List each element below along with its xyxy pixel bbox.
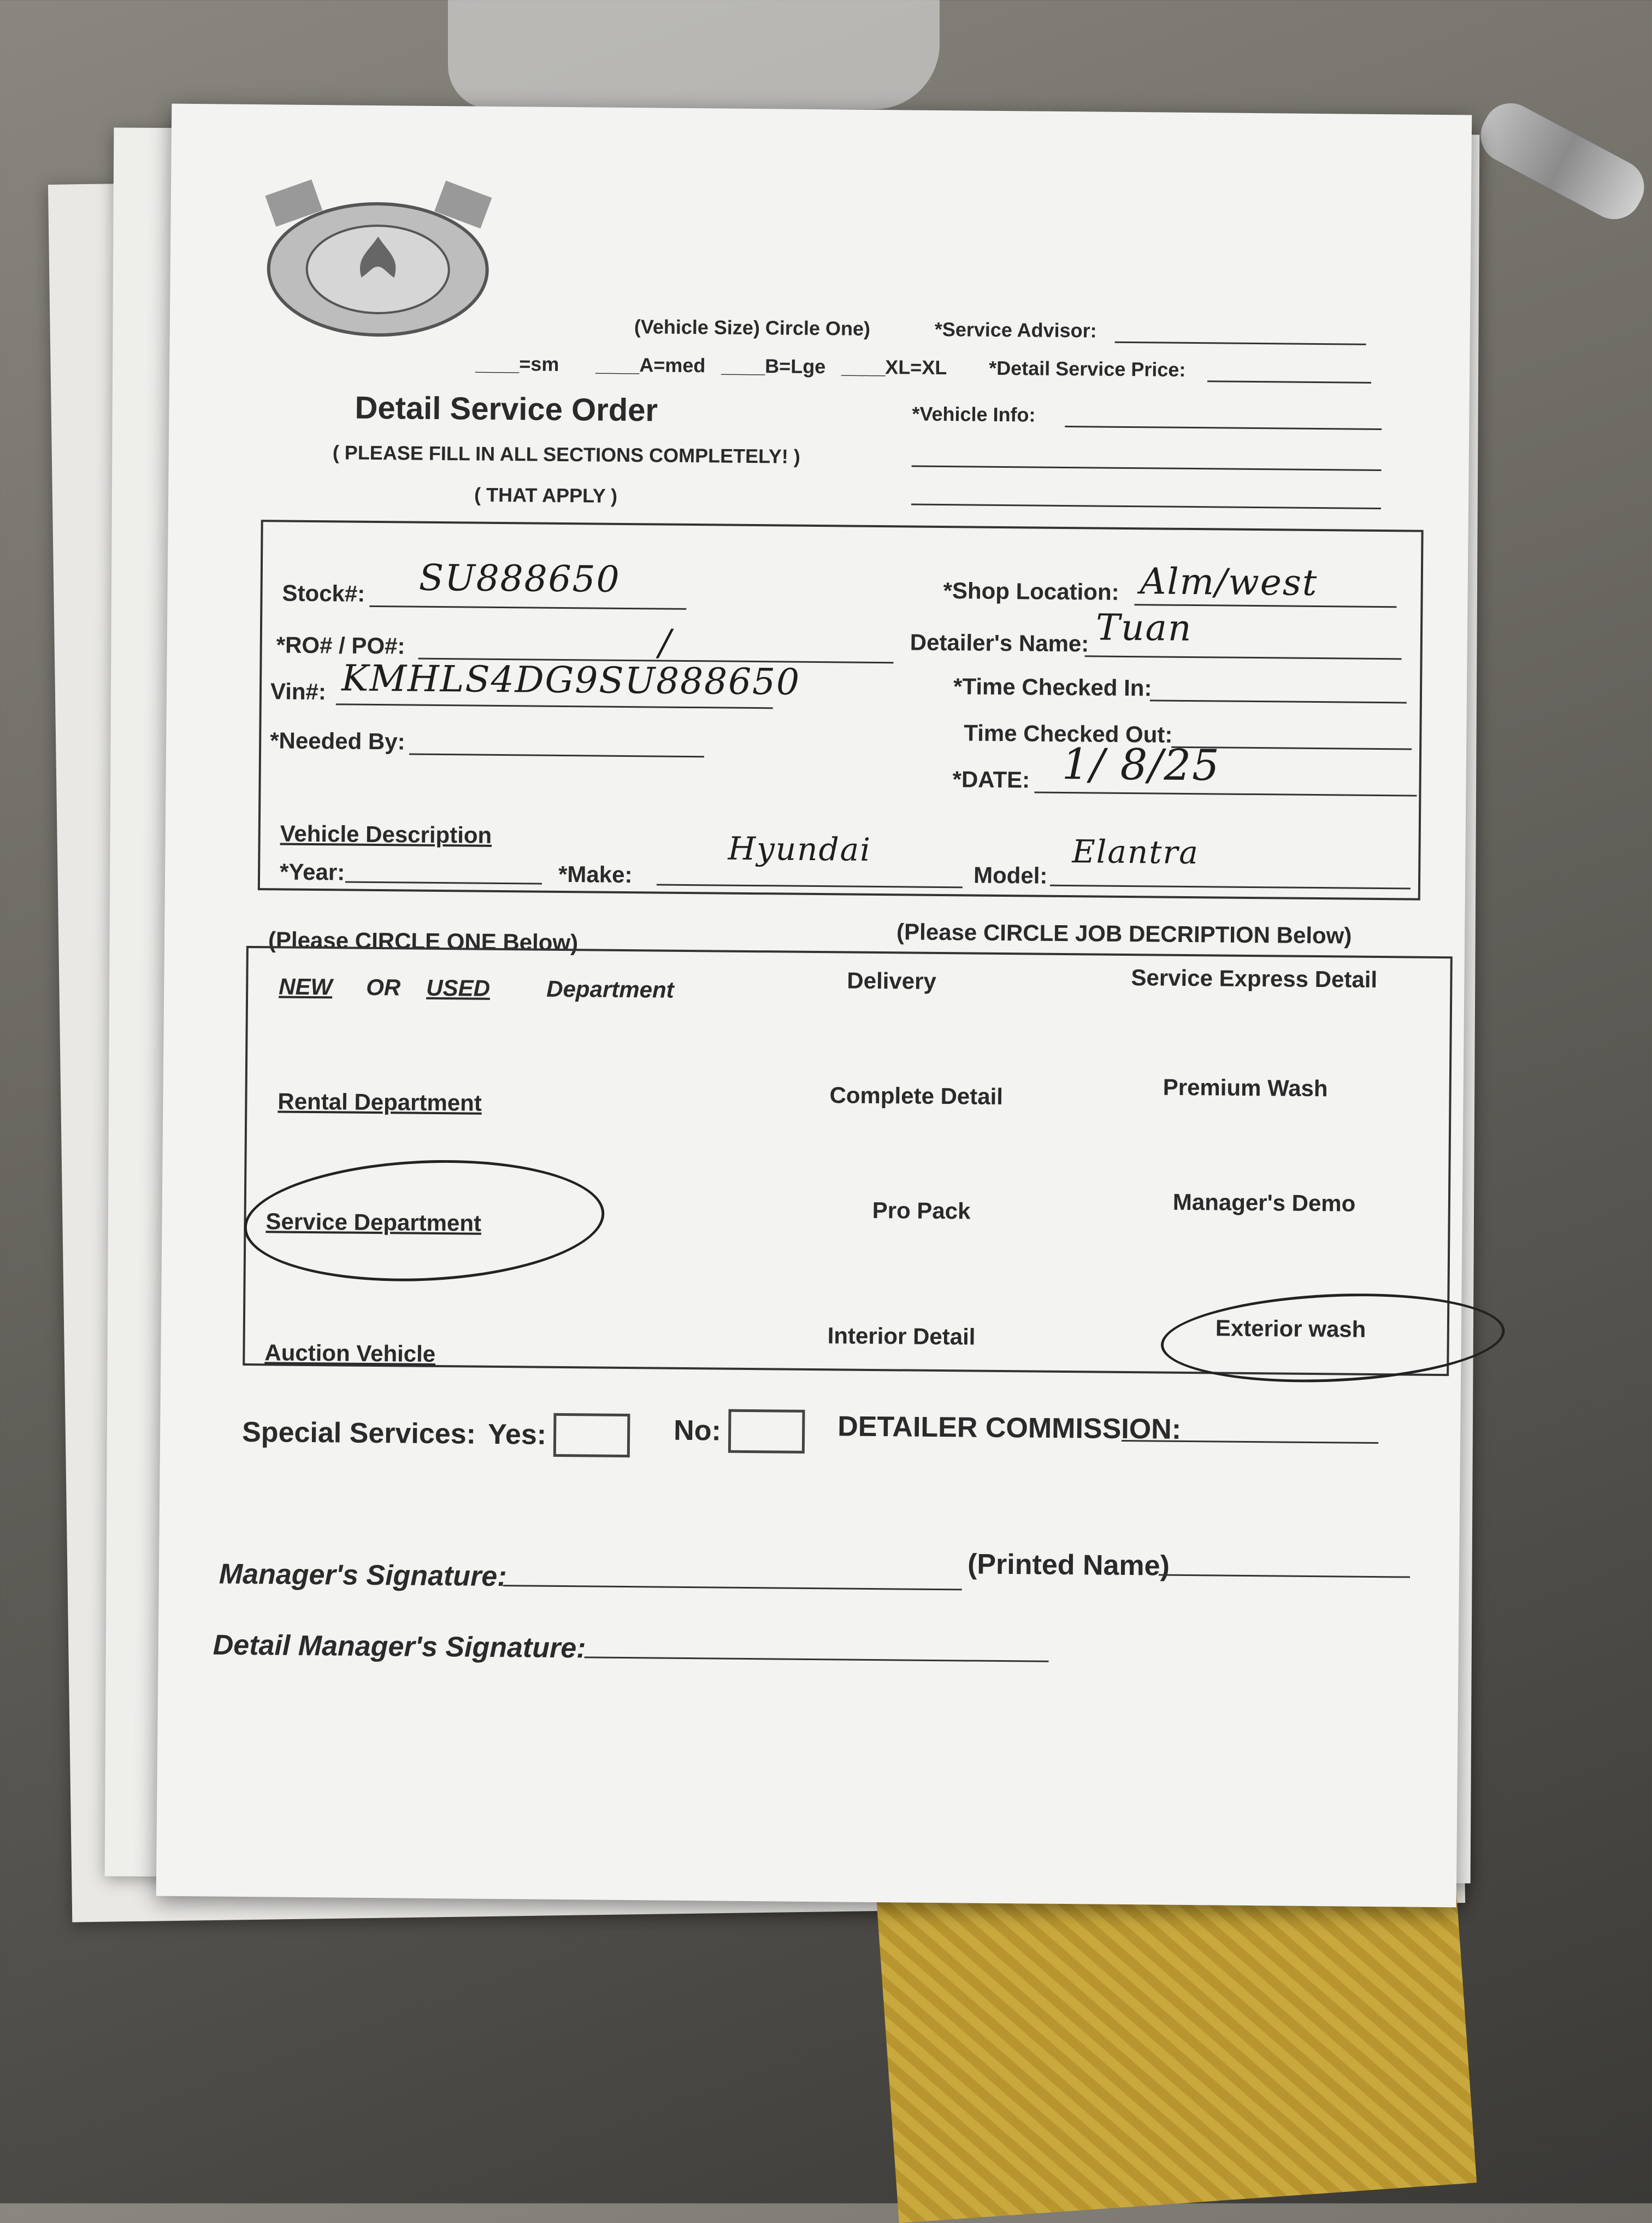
make-value: Hyundai <box>728 830 872 868</box>
plastic-bag <box>448 0 940 109</box>
yes-label: Yes: <box>487 1418 547 1451</box>
shop-location-value: Alm/west <box>1140 560 1318 604</box>
job-service-express[interactable]: Service Express Detail <box>1131 965 1378 992</box>
vehicle-info-line-3[interactable] <box>911 504 1381 510</box>
detailer-name-value: Tuan <box>1095 606 1193 650</box>
detail-manager-signature-label: Detail Manager's Signature: <box>213 1629 586 1665</box>
ro-po-label: *RO# / PO#: <box>276 632 405 659</box>
time-in-label: *Time Checked In: <box>953 673 1152 701</box>
no-label: No: <box>673 1414 722 1447</box>
model-value: Elantra <box>1072 833 1200 872</box>
dept-used[interactable]: USED <box>426 974 491 1001</box>
vehicle-size-title: (Vehicle Size) Circle One) <box>634 315 871 340</box>
yes-checkbox[interactable] <box>553 1413 630 1457</box>
time-out-label: Time Checked Out: <box>964 720 1173 748</box>
needed-by-label: *Needed By: <box>269 727 405 755</box>
manager-signature-line[interactable] <box>503 1585 962 1590</box>
job-managers-demo[interactable]: Manager's Demo <box>1172 1189 1356 1216</box>
form-title: Detail Service Order <box>355 390 658 428</box>
dept-auction[interactable]: Auction Vehicle <box>264 1339 436 1367</box>
dept-new[interactable]: NEW <box>279 973 333 1000</box>
stock-label: Stock#: <box>282 580 365 607</box>
year-label: *Year: <box>279 858 345 885</box>
circle-one-below: (Please CIRCLE ONE Below) <box>268 927 579 956</box>
date-value: 1/ 8/25 <box>1061 739 1221 791</box>
detail-manager-signature-line[interactable] <box>585 1656 1049 1662</box>
detail-price-label: *Detail Service Price: <box>989 356 1186 381</box>
vehicle-info-line-1[interactable] <box>1065 426 1382 430</box>
vehicle-description-heading: Vehicle Description <box>280 820 492 848</box>
job-complete[interactable]: Complete Detail <box>829 1082 1004 1110</box>
job-exterior[interactable]: Exterior wash <box>1215 1315 1366 1342</box>
job-premium-wash[interactable]: Premium Wash <box>1163 1074 1328 1102</box>
vehicle-info-line-2[interactable] <box>912 466 1382 472</box>
circle-job-below: (Please CIRCLE JOB DECRIPTION Below) <box>896 919 1352 949</box>
logo-icon <box>263 175 494 342</box>
job-delivery[interactable]: Delivery <box>847 967 937 994</box>
manager-signature-label: Manager's Signature: <box>219 1558 507 1593</box>
dept-or: OR <box>366 974 401 1001</box>
dept-department: Department <box>546 975 674 1003</box>
metal-clip <box>1471 93 1652 228</box>
size-sm: ____=sm <box>475 352 559 375</box>
make-label: *Make: <box>558 861 633 888</box>
service-advisor-line[interactable] <box>1115 342 1366 345</box>
detail-price-line[interactable] <box>1207 380 1371 384</box>
no-checkbox[interactable] <box>728 1409 805 1454</box>
ro-po-value: / <box>658 621 672 664</box>
stock-value: SU888650 <box>418 556 621 601</box>
shop-location-label: *Shop Location: <box>943 578 1119 605</box>
printed-name-label: (Printed Name) <box>967 1548 1170 1582</box>
size-lge: ____B=Lge <box>721 354 826 378</box>
size-xl: ____XL=XL <box>841 355 947 379</box>
vin-value: KMHLS4DG9SU888650 <box>341 657 801 703</box>
commission-label: DETAILER COMMISSION: <box>837 1410 1182 1445</box>
form-subtitle-2: ( THAT APPLY ) <box>474 483 618 507</box>
service-advisor-label: *Service Advisor: <box>934 317 1097 342</box>
job-pro-pack[interactable]: Pro Pack <box>872 1197 971 1224</box>
detailer-name-label: Detailer's Name: <box>910 629 1089 657</box>
date-label: *DATE: <box>952 766 1030 793</box>
special-services-label: Special Services: <box>241 1416 476 1450</box>
printed-name-line[interactable] <box>1159 1574 1410 1578</box>
dept-service[interactable]: Service Department <box>266 1208 482 1236</box>
model-label: Model: <box>973 862 1048 889</box>
form-subtitle-1: ( PLEASE FILL IN ALL SECTIONS COMPLETELY! ) <box>332 441 801 468</box>
dept-rental[interactable]: Rental Department <box>278 1088 482 1116</box>
size-med: ____A=med <box>595 353 706 377</box>
vehicle-info-label: *Vehicle Info: <box>912 402 1036 426</box>
vin-label: Vin#: <box>270 678 327 705</box>
job-interior[interactable]: Interior Detail <box>827 1322 976 1350</box>
detail-service-order-form <box>156 104 1472 1908</box>
